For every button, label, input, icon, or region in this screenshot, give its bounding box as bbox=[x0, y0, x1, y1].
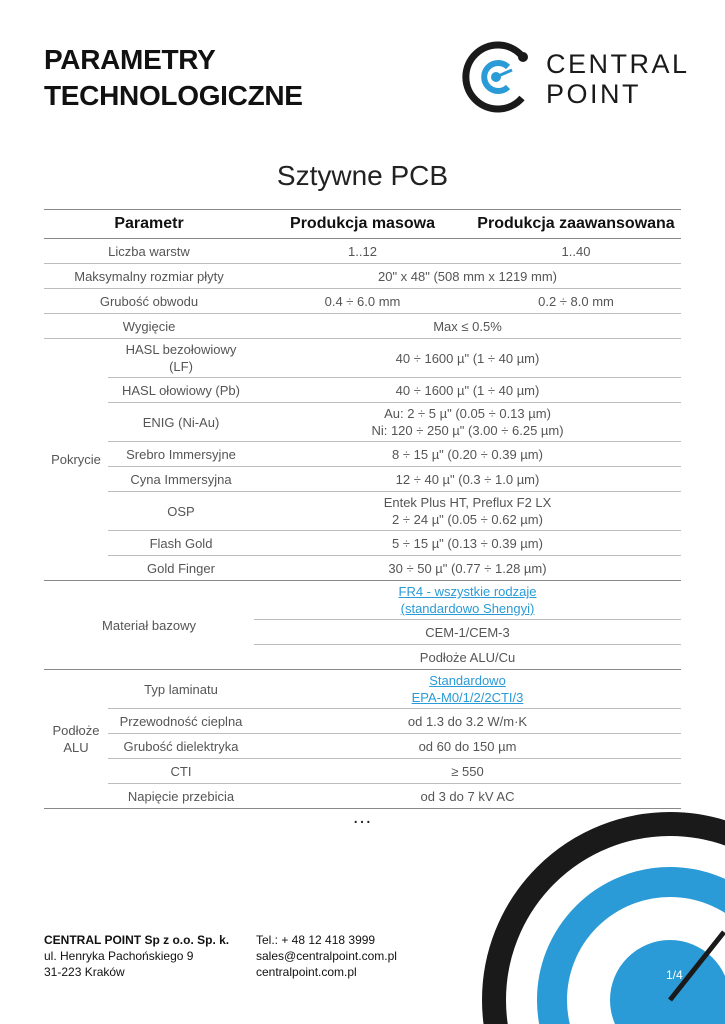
laminate-type-link[interactable] bbox=[254, 670, 681, 709]
table-row bbox=[44, 492, 681, 531]
table-row bbox=[44, 670, 681, 709]
section-subtitle: Sztywne PCB bbox=[276, 160, 449, 191]
cell-value: 1..12 bbox=[254, 239, 471, 264]
logo-line2: POINT bbox=[546, 79, 642, 109]
table-row bbox=[44, 709, 681, 734]
cell-value: 5 ÷ 15 µ" (0.13 ÷ 0.39 µm) bbox=[254, 531, 681, 556]
cell-value: 0.2 ÷ 8.0 mm bbox=[471, 289, 681, 314]
row-label: Grubość obwodu bbox=[44, 289, 254, 314]
row-label: ENIG (Ni-Au) bbox=[108, 403, 254, 442]
link-line[interactable]: (standardowo Shengyi) bbox=[400, 601, 535, 616]
row-label: HASL bezołowiowy (LF) bbox=[108, 339, 254, 378]
cell-value bbox=[254, 403, 681, 442]
table-row bbox=[44, 581, 681, 620]
cell-value: 8 ÷ 15 µ" (0.20 ÷ 0.39 µm) bbox=[254, 442, 681, 467]
footer-company: CENTRAL POINT Sp z o.o. Sp. k. bbox=[44, 933, 230, 947]
cell-value bbox=[254, 492, 681, 531]
row-label: Grubość dielektryka bbox=[108, 734, 254, 759]
table-row bbox=[44, 264, 681, 289]
table-row bbox=[44, 239, 681, 264]
table-header-row bbox=[44, 210, 681, 239]
footer-phone[interactable]: Tel.: + 48 12 418 3999 bbox=[256, 933, 376, 947]
header-mass: Produkcja masowa bbox=[254, 210, 471, 239]
cell-value: ≥ 550 bbox=[254, 759, 681, 784]
table-row bbox=[44, 289, 681, 314]
row-label: Gold Finger bbox=[108, 556, 254, 581]
footer-contact bbox=[256, 932, 397, 980]
cell-value: 40 ÷ 1600 µ" (1 ÷ 40 µm) bbox=[254, 339, 681, 378]
group-label-alu bbox=[44, 670, 108, 809]
table-row bbox=[44, 734, 681, 759]
footer-email[interactable]: sales@centralpoint.com.pl bbox=[256, 949, 397, 963]
page-title bbox=[44, 42, 303, 114]
row-label: OSP bbox=[108, 492, 254, 531]
page-number: 1/4 bbox=[666, 968, 683, 982]
cell-value: Max ≤ 0.5% bbox=[254, 314, 681, 339]
cell-value: 30 ÷ 50 µ" (0.77 ÷ 1.28 µm) bbox=[254, 556, 681, 581]
cell-value: 20" x 48" (508 mm x 1219 mm) bbox=[254, 264, 681, 289]
value-line: Ni: 120 ÷ 250 µ" (3.00 ÷ 6.25 µm) bbox=[371, 423, 564, 438]
group-line: ALU bbox=[63, 740, 89, 755]
cell-value: od 3 do 7 kV AC bbox=[254, 784, 681, 809]
footer-website[interactable]: centralpoint.com.pl bbox=[256, 965, 357, 979]
row-label: Liczba warstw bbox=[44, 239, 254, 264]
row-label: Cyna Immersyjna bbox=[108, 467, 254, 492]
row-label: Srebro Immersyjne bbox=[108, 442, 254, 467]
row-label: Flash Gold bbox=[108, 531, 254, 556]
cell-value: 1..40 bbox=[471, 239, 681, 264]
group-label-pokrycie: Pokrycie bbox=[44, 339, 108, 581]
row-label: CTI bbox=[108, 759, 254, 784]
cell-value: od 1.3 do 3.2 W/m·K bbox=[254, 709, 681, 734]
cell-value: CEM-1/CEM-3 bbox=[254, 620, 681, 645]
link-line[interactable]: Standardowo bbox=[429, 673, 506, 688]
page-title-line2: TECHNOLOGICZNE bbox=[44, 80, 303, 111]
material-fr4-link[interactable] bbox=[254, 581, 681, 620]
table-row bbox=[44, 759, 681, 784]
cell-value: Podłoże ALU/Cu bbox=[254, 645, 681, 670]
row-label: Przewodność cieplna bbox=[108, 709, 254, 734]
row-label: Napięcie przebicia bbox=[108, 784, 254, 809]
row-label: Wygięcie bbox=[44, 314, 254, 339]
page-title-line1: PARAMETRY bbox=[44, 44, 216, 75]
value-line: 2 ÷ 24 µ" (0.05 ÷ 0.62 µm) bbox=[392, 512, 543, 527]
footer-street: ul. Henryka Pachońskiego 9 bbox=[44, 949, 194, 963]
cell-value: 12 ÷ 40 µ" (0.3 ÷ 1.0 µm) bbox=[254, 467, 681, 492]
decorative-ring-graphic bbox=[470, 800, 725, 1024]
parameters-table bbox=[44, 209, 681, 809]
footer-city: 31-223 Kraków bbox=[44, 965, 125, 979]
continuation-ellipsis: … bbox=[352, 806, 373, 828]
header-parametr: Parametr bbox=[44, 210, 254, 239]
table-row bbox=[44, 314, 681, 339]
link-line[interactable]: FR4 - wszystkie rodzaje bbox=[398, 584, 537, 599]
value-line: Au: 2 ÷ 5 µ" (0.05 ÷ 0.13 µm) bbox=[384, 406, 551, 421]
row-label: HASL ołowiowy (Pb) bbox=[108, 378, 254, 403]
cell-value: 0.4 ÷ 6.0 mm bbox=[254, 289, 471, 314]
cell-value: 40 ÷ 1600 µ" (1 ÷ 40 µm) bbox=[254, 378, 681, 403]
row-label-material: Materiał bazowy bbox=[44, 581, 254, 670]
table-row bbox=[44, 556, 681, 581]
table-row bbox=[44, 467, 681, 492]
logo-wordmark bbox=[546, 49, 690, 109]
header-adv: Produkcja zaawansowana bbox=[471, 210, 681, 239]
table-row bbox=[44, 403, 681, 442]
table-row bbox=[44, 531, 681, 556]
table-row bbox=[44, 339, 681, 378]
table-row bbox=[44, 442, 681, 467]
footer-address bbox=[44, 932, 229, 980]
cell-value: od 60 do 150 µm bbox=[254, 734, 681, 759]
logo-line1: CENTRAL bbox=[546, 49, 690, 79]
table-row bbox=[44, 378, 681, 403]
value-line: Entek Plus HT, Preflux F2 LX bbox=[383, 495, 552, 510]
link-line[interactable]: EPA-M0/1/2/2CTI/3 bbox=[411, 690, 524, 705]
row-label: Maksymalny rozmiar płyty bbox=[44, 264, 254, 289]
group-line: Podłoże bbox=[52, 723, 100, 738]
row-label: Typ laminatu bbox=[108, 670, 254, 709]
